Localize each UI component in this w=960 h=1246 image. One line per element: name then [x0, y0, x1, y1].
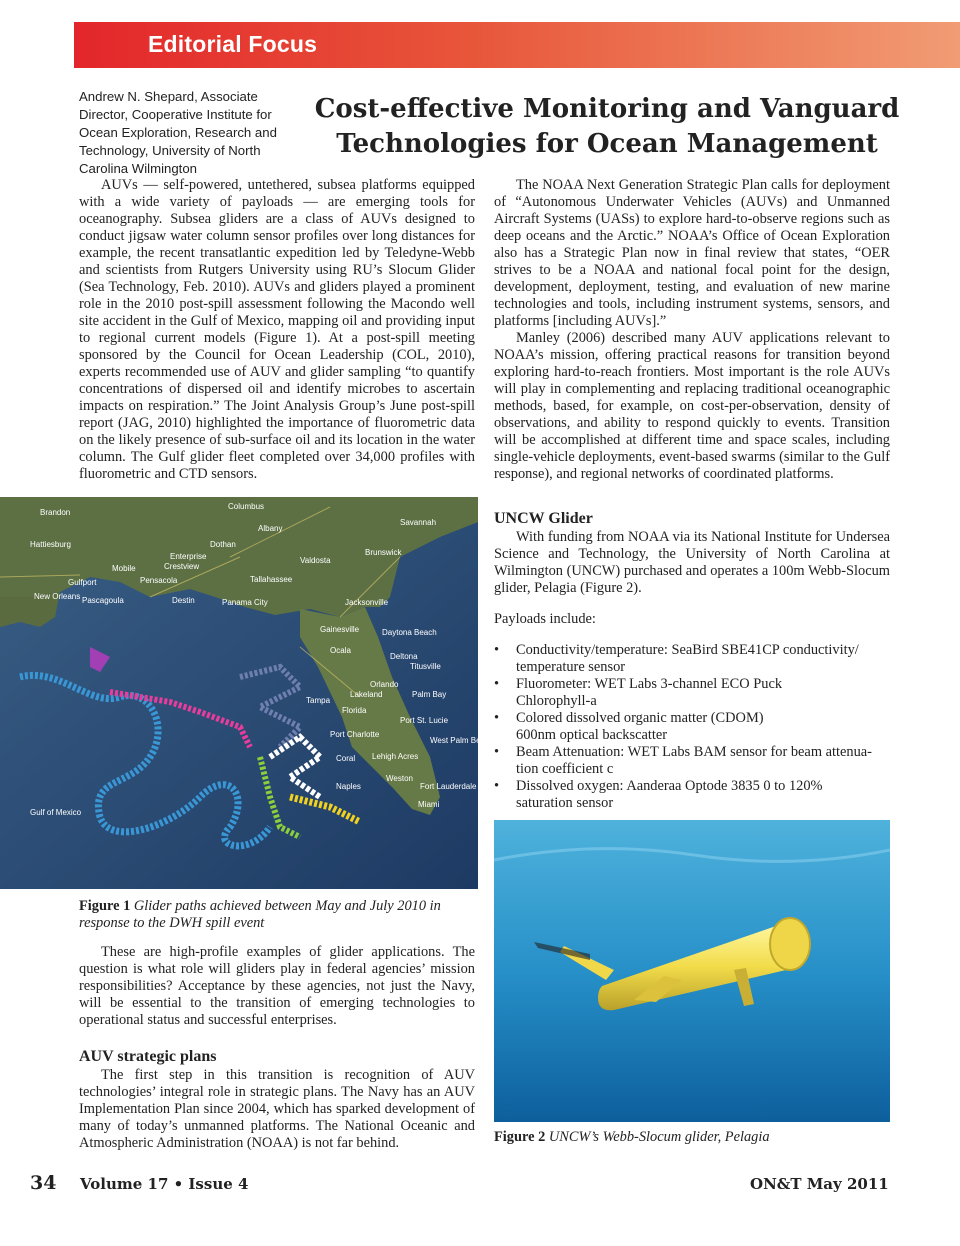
- map-label: Jacksonville: [345, 598, 389, 607]
- map-label: Dothan: [210, 540, 236, 549]
- map-label: Tampa: [306, 696, 331, 705]
- paragraph-auvs: AUVs — self-powered, untethered, subsea platforms equipped with a wide variety of payloads — are emerging tools for oceanography. Subsea gliders are a class of AUVs designed to conduct jigsaw water column sensor profiles over long distances for example, the recent transatlantic expedition led by Teledyne-Webb and scientists from Rutgers University using RU’s Slocum Glider (Sea Technology, Feb. 2010). AUVs and gliders played a prominent role in the 2010 post-spill assessment following the Macondo well site accident in the Gulf of Mexico, mapping oil and providing input to regional current models (Figure 1). At a post-spill meeting sponsored by the Council for Ocean Leadership (COL, 2010), experts recommended use of AUV and glider sampling “to quantify concentrations of dispersed oil and identify microbes to ascertain impacts on respiration.” The Joint Analysis Group’s June post-spill report (JAG, 2010) highlighted the importance of fluorometric data on the likely presence of sub-surface oil and its location in the water column. The Gulf glider fleet completed over 34,000 profiles with fluorometric and CTD sensors.: [79, 177, 475, 482]
- payload-line: Chlorophyll-a: [516, 693, 597, 709]
- map-label: Deltona: [390, 652, 418, 661]
- title-line-1: Cost-effective Monitoring and Vanguard: [314, 94, 900, 124]
- map-label: Panama City: [222, 598, 268, 607]
- map-label: Hattiesburg: [30, 540, 71, 549]
- map-label: Lehigh Acres: [372, 752, 419, 761]
- volume-issue: Volume 17 • Issue 4: [80, 1175, 249, 1193]
- figure-1-caption: [79, 898, 479, 932]
- map-label: Port St. Lucie: [400, 716, 449, 725]
- payload-line: saturation sensor: [516, 795, 614, 811]
- list-item: [494, 778, 890, 812]
- map-label: Coral: [336, 754, 356, 763]
- payloads-intro: Payloads include:: [494, 611, 596, 627]
- map-label: Columbus: [228, 502, 265, 511]
- map-label: Naples: [336, 782, 361, 791]
- figure-1-caption-text: Glider paths achieved between May and July 2010 in response to the DWH spill event: [79, 898, 441, 931]
- map-label: Brandon: [40, 508, 71, 517]
- map-label: New Orleans: [34, 592, 81, 601]
- payload-line: tion coefficient c: [516, 761, 614, 777]
- map-label: Albany: [258, 524, 283, 533]
- map-label: Lakeland: [350, 690, 383, 699]
- map-label: Gulfport: [68, 578, 97, 587]
- publication-date: ON&T May 2011: [750, 1175, 889, 1193]
- glider-photo-svg: [494, 820, 890, 1122]
- map-label: Fort Lauderdale: [420, 782, 477, 791]
- map-label: Crestview: [164, 562, 200, 571]
- paragraph-uncw: With funding from NOAA via its National Institute for Undersea Science and Technology, the University of North Carolina at Wilmington (UNCW) purchased and operates a 100m Webb-Slocum glider, Pelagia (Figure 2).: [494, 529, 890, 596]
- list-item: [494, 744, 890, 778]
- payload-line: Fluorometer: WET Labs 3-channel ECO Puck: [516, 676, 783, 692]
- paragraph-noaa-plan: The NOAA Next Generation Strategic Plan calls for deployment of “Autonomous Underwater Vehicles (AUVs) and Unmanned Aircraft Systems (UASs) to explore hard-to-observe regions such as deep oceans and the Arctic.” NOAA’s Office of Ocean Exploration also has a Strategic Plan now in final review that states, “OER strives to be a NOAA and national focal point for the design, development, deployment, testing, and evaluation of new marine technologies and tools, including instrument systems, sensors, and platforms [including AUVs].”: [494, 177, 890, 329]
- payloads-list: [494, 642, 890, 812]
- figure-2-photo: [494, 820, 890, 1122]
- map-label: Miami: [418, 800, 440, 809]
- figure-1-map: [0, 497, 494, 889]
- map-label: Daytona Beach: [382, 628, 437, 637]
- banner-label: Editorial Focus: [148, 31, 318, 57]
- list-item: [494, 710, 890, 744]
- map-label: Destin: [172, 596, 195, 605]
- payload-line: Dissolved oxygen: Aanderaa Optode 3835 0 to 120%: [516, 778, 823, 794]
- editorial-focus-banner: [74, 22, 960, 68]
- map-label: Ocala: [330, 646, 351, 655]
- paragraph-high-profile: These are high-profile examples of glider applications. The question is what role will gliders play in federal agencies’ mission responsibilities? Acceptance by these agencies, not just the Navy, will be essential to the transition of emerging technologies to operational status and successful enterprises.: [79, 944, 475, 1028]
- map-label: Orlando: [370, 680, 399, 689]
- map-label: West Palm Beach: [430, 736, 494, 745]
- map-label: Tallahassee: [250, 575, 293, 584]
- payload-line: Conductivity/temperature: SeaBird SBE41CP conductivity/: [516, 642, 859, 658]
- map-label: Florida: [342, 706, 367, 715]
- glider-path-map-svg: [0, 497, 494, 889]
- author-byline: Andrew N. Shepard, Associate Director, Cooperative Institute for Ocean Exploration, Research and Technology, University of North Carolina Wilmington: [79, 89, 277, 176]
- figure-2-label: Figure 2: [494, 1129, 546, 1145]
- figure-1-label: Figure 1: [79, 898, 131, 914]
- map-label: Valdosta: [300, 556, 331, 565]
- heading-auv-strategic-plans: AUV strategic plans: [79, 1048, 217, 1065]
- figure-2-caption: [494, 1129, 890, 1146]
- map-label: Enterprise: [170, 552, 207, 561]
- list-item: [494, 642, 890, 676]
- map-label: Weston: [386, 774, 413, 783]
- map-label: Mobile: [112, 564, 136, 573]
- payload-line: 600nm optical backscatter: [516, 727, 668, 743]
- payload-line: Beam Attenuation: WET Labs BAM sensor for beam attenua-: [516, 744, 872, 760]
- title-line-2: Technologies for Ocean Management: [336, 129, 878, 159]
- page-number: 34: [30, 1172, 57, 1194]
- map-label: Titusville: [410, 662, 441, 671]
- map-label: Savannah: [400, 518, 437, 527]
- map-label: Gulf of Mexico: [30, 808, 82, 817]
- map-label: Pensacola: [140, 576, 178, 585]
- payload-line: Colored dissolved organic matter (CDOM): [516, 710, 764, 726]
- map-label: Palm Bay: [412, 690, 447, 699]
- payload-line: temperature sensor: [516, 659, 626, 675]
- glider-nose: [770, 918, 810, 970]
- paragraph-first-step: The first step in this transition is recognition of AUV technologies’ integral role in strategic plans. The Navy has an AUV Implementation Plan since 2004, which has sparked development of many of today’s unmanned platforms. The National Oceanic and Atmospheric Administration (NOAA) is not far behind.: [79, 1067, 475, 1151]
- right-column-uncw: [494, 509, 890, 812]
- paragraph-manley: Manley (2006) described many AUV applications relevant to NOAA’s mission, offering practical reasons for transition beyond exploring hard-to-reach frontiers. Most important is the role AUVs will play in complementing and replacing traditional oceanographic methods, based, for example, on cost-per-observation, density of observations, and ability to respond quickly to events. Transition will be accomplished at different time and space scales, including single-vehicle deployments, event-based swarms (similar to the Gulf response), and regional networks of coordinated platforms.: [494, 330, 890, 482]
- article-title: [312, 92, 902, 162]
- left-column-top: [79, 177, 475, 483]
- heading-uncw-glider: UNCW Glider: [494, 510, 593, 527]
- figure-2-caption-text: UNCW’s Webb-Slocum glider, Pelagia: [548, 1129, 770, 1145]
- map-label: Port Charlotte: [330, 730, 380, 739]
- map-label: Gainesville: [320, 625, 360, 634]
- left-column-bottom: [79, 944, 475, 1152]
- right-column-top: [494, 177, 890, 483]
- map-label: Brunswick: [365, 548, 402, 557]
- list-item: [494, 676, 890, 710]
- map-label: Pascagoula: [82, 596, 124, 605]
